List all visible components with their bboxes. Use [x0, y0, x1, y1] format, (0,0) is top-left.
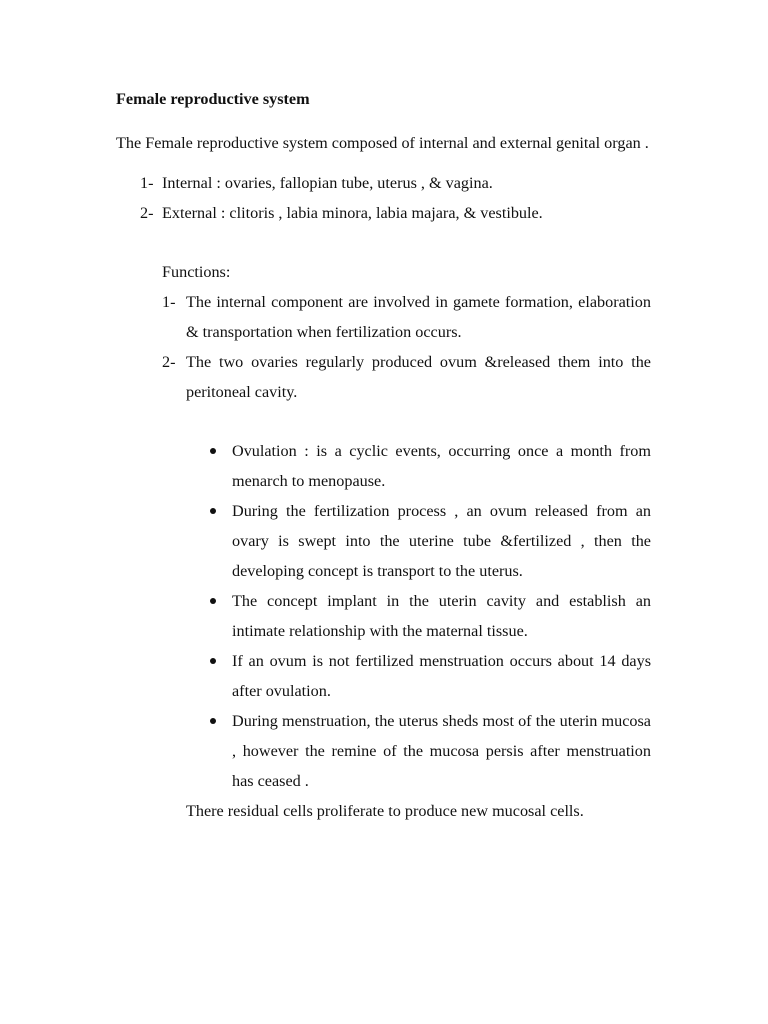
list-item [116, 168, 651, 198]
bullet-text: During menstruation, the uterus sheds most of the uterin mucosa , however the remine of the mucosa persis after menstruation has ceased . [232, 712, 651, 790]
list-item-text: The two ovaries regularly produced ovum &released them into the peritoneal cavity. [186, 353, 651, 401]
bullet-dot-icon [210, 718, 216, 724]
organ-parts-list [116, 168, 651, 228]
list-item-text: External : clitoris , labia minora, labia majara, & vestibule. [162, 204, 543, 222]
list-number: 2- [162, 353, 176, 371]
bullet-dot-icon [210, 658, 216, 664]
bullet-text: The concept implant in the uterin cavity and establish an intimate relationship with the maternal tissue. [232, 592, 651, 640]
bullet-item [116, 496, 651, 586]
bullet-dot-icon [210, 508, 216, 514]
functions-heading: Functions: [162, 263, 231, 281]
list-number: 2- [140, 204, 154, 222]
document-page [116, 84, 651, 826]
bullet-item [116, 436, 651, 496]
intro-paragraph: The Female reproductive system composed of internal and external genital organ . [116, 134, 649, 152]
bullet-item [116, 646, 651, 706]
bullet-text: During the fertilization process , an ovum released from an ovary is swept into the uterine tube &fertilized , then the developing concept is transport to the uterus. [232, 502, 651, 580]
list-item [116, 198, 651, 228]
list-item-text: The internal component are involved in gamete formation, elaboration & transportation when fertilization occurs. [186, 293, 651, 341]
bullet-item [116, 706, 651, 796]
bullet-text: If an ovum is not fertilized menstruation occurs about 14 days after ovulation. [232, 652, 651, 700]
closing-paragraph: There residual cells proliferate to produce new mucosal cells. [186, 802, 584, 820]
list-item-text: Internal : ovaries, fallopian tube, uterus , & vagina. [162, 174, 493, 192]
functions-list [162, 287, 651, 407]
list-item [162, 287, 651, 347]
list-number: 1- [140, 174, 154, 192]
list-number: 1- [162, 293, 176, 311]
bullet-dot-icon [210, 598, 216, 604]
bullet-item [116, 586, 651, 646]
document-title: Female reproductive system [116, 90, 310, 108]
bullet-dot-icon [210, 448, 216, 454]
bullet-text: Ovulation : is a cyclic events, occurring once a month from menarch to menopause. [232, 442, 651, 490]
list-item [162, 347, 651, 407]
bullet-list [116, 436, 651, 796]
